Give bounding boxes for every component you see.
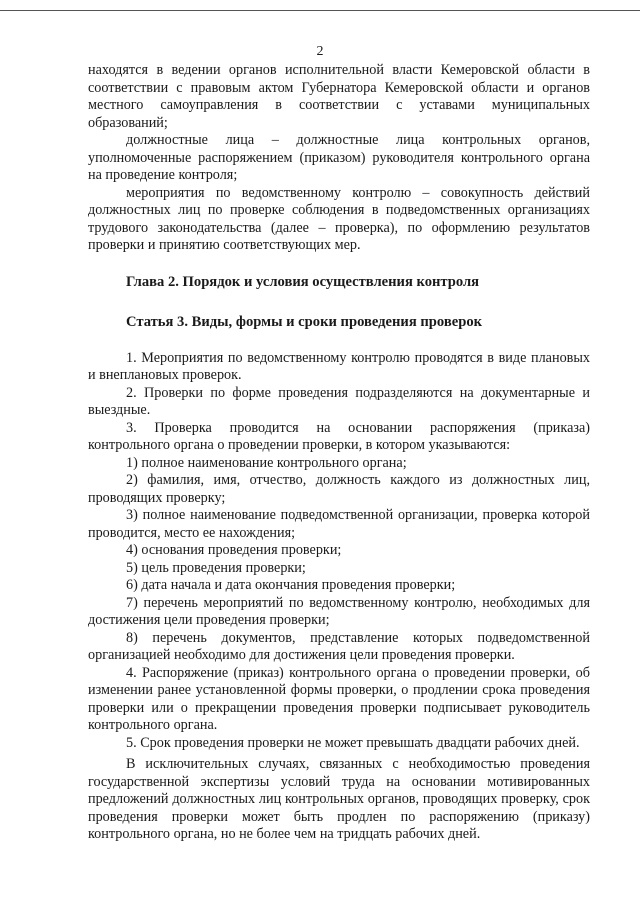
chapter-heading: Глава 2. Порядок и условия осуществления контроля [126,273,480,290]
paragraph: находятся в ведении органов исполнительной власти Кемеровской области в соответствии с правовым актом Губернатора Кемеровской области и органов местного самоуправления в соответствии с уставами муниципальных образований; [88,62,590,131]
scan-top-edge-line [0,10,640,11]
paragraph: 2. Проверки по форме проведения подразделяются на документарные и выездные. [88,384,590,418]
list-item: 7) перечень мероприятий по ведомственному контролю, необходимых для достижения цели проведения проверки; [88,594,590,628]
list-item: 3) полное наименование подведомственной организации, проверка которой проводится, место ее нахождения; [88,507,590,541]
list-item: 4) основания проведения проверки; [126,542,342,558]
paragraph: 4. Распоряжение (приказ) контрольного органа о проведении проверки, об изменении ранее установленной формы проверки, о продлении срока проведения проверки или о прекращении проведения проверки подписывает руководитель контрольного органа. [88,664,590,733]
document-body [88,62,590,844]
paragraph: 1. Мероприятия по ведомственному контролю проводятся в виде плановых и внеплановых проверок. [88,349,590,383]
list-item: 8) перечень документов, представление которых подведомственной организацией необходимо для достижения цели проведения проверки. [88,629,590,663]
page-number: 2 [316,44,324,59]
paragraph: мероприятия по ведомственному контролю – совокупность действий должностных лиц по проверке соблюдения в подведомственных организациях трудового законодательства (далее – проверка), по оформлению результатов проверки и принятию соответствующих мер. [88,184,590,253]
list-item: 1) полное наименование контрольного органа; [126,454,407,471]
article-heading: Статья 3. Виды, формы и сроки проведения проверок [126,313,483,330]
list-item: 2) фамилия, имя, отчество, должность каждого из должностных лиц, проводящих проверку; [88,472,590,506]
paragraph: должностные лица – должностные лица контрольных органов, уполномоченные распоряжением (приказом) руководителя контрольного органа на проведение контроля; [88,132,590,183]
paragraph: 3. Проверка проводится на основании распоряжения (приказа) контрольного органа о проведении проверки, в котором указываются: [88,419,590,453]
paragraph: 5. Срок проведения проверки не может превышать двадцати рабочих дней. [126,734,580,751]
paragraph: В исключительных случаях, связанных с необходимостью проведения государственной экспертизы условий труда на основании мотивированных предложений должностных лиц контрольных органов, проводящих проверку, срок проведения проверки может быть продлен по распоряжению (приказу) контрольного органа, но не более чем на тридцать рабочих дней. [88,756,590,842]
list-item: 5) цель проведения проверки; [126,559,306,576]
list-item: 6) дата начала и дата окончания проведения проверки; [126,577,456,593]
